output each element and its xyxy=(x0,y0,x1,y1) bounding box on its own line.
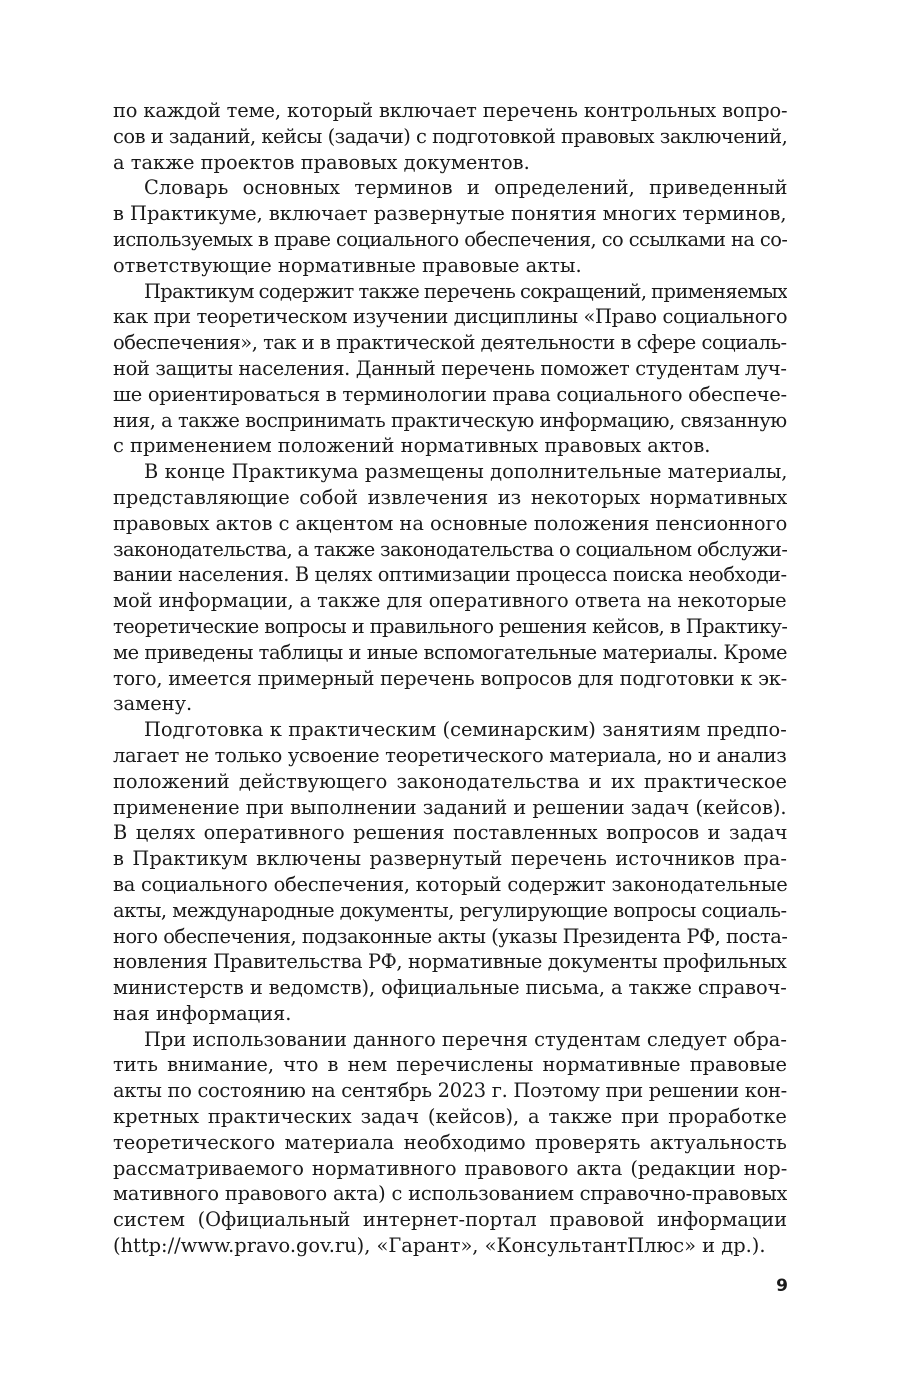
text-line: кретных практических задач (кейсов), а также при проработке xyxy=(113,1105,787,1129)
body-text xyxy=(113,98,787,1259)
text-line: лагает не только усвоение теоретического материала, но и анализ xyxy=(113,743,787,767)
text-line: систем (Официальный интернет-портал правовой информации xyxy=(113,1208,787,1232)
text-line: рассматриваемого нормативного правового акта (редакции нор- xyxy=(113,1156,787,1180)
text-line: представляющие собой извлечения из некоторых нормативных xyxy=(113,485,787,509)
text-line: Подготовка к практическим (семинарским) занятиям предпо- xyxy=(144,718,787,742)
text-line: министерств и ведомств), официальные письма, а также справоч- xyxy=(113,976,787,1000)
text-line: тить внимание, что в нем перечислены нормативные правовые xyxy=(113,1053,787,1077)
text-line: новления Правительства РФ, нормативные документы профильных xyxy=(113,950,787,974)
text-line: положений действующего законодательства и их практическое xyxy=(113,769,787,793)
text-line: В целях оперативного решения поставленных вопросов и задач xyxy=(113,821,787,845)
text-line: в Практикум включены развернутый перечень источников пра- xyxy=(113,847,787,871)
text-line: правовых актов с акцентом на основные положения пенсионного xyxy=(113,511,787,535)
text-line: сов и заданий, кейсы (задачи) с подготовкой правовых заключений, xyxy=(113,124,787,148)
text-line: ва социального обеспечения, который содержит законодательные xyxy=(113,872,787,896)
paragraph xyxy=(113,1027,787,1259)
text-line: ного обеспечения, подзаконные акты (указы Президента РФ, поста- xyxy=(113,924,787,948)
text-line: (http://www.pravo.gov.ru), «Гарант», «КонсультантПлюс» и др.). xyxy=(113,1234,766,1258)
text-line: ше ориентироваться в терминологии права социального обеспече- xyxy=(113,382,787,406)
text-line: теоретического материала необходимо проверять актуальность xyxy=(113,1130,787,1154)
text-line: ния, а также воспринимать практическую информацию, связанную xyxy=(113,408,787,432)
paragraph xyxy=(113,175,787,278)
text-line: акты, международные документы, регулирующие вопросы социаль- xyxy=(113,898,787,922)
paragraph xyxy=(113,717,787,1027)
text-line: ответствующие нормативные правовые акты. xyxy=(113,253,582,277)
text-line: теоретические вопросы и правильного решения кейсов, в Практику- xyxy=(113,614,787,638)
text-line: Практикум содержит также перечень сокращений, применяемых xyxy=(144,279,787,303)
page-number: 9 xyxy=(776,1276,788,1296)
text-line: с применением положений нормативных правовых актов. xyxy=(113,434,711,458)
text-line: При использовании данного перечня студентам следует обра- xyxy=(144,1027,787,1051)
text-line: как при теоретическом изучении дисциплины «Право социального xyxy=(113,305,787,329)
text-line: в Практикуме, включает развернутые понятия многих терминов, xyxy=(113,202,787,226)
text-line: применение при выполнении заданий и решении задач (кейсов). xyxy=(113,795,787,819)
text-line: мой информации, а также для оперативного ответа на некоторые xyxy=(113,589,787,613)
text-line: замену. xyxy=(113,692,193,716)
text-line: по каждой теме, который включает перечень контрольных вопро- xyxy=(113,99,787,122)
text-line: ной защиты населения. Данный перечень поможет студентам луч- xyxy=(113,356,787,380)
text-line: используемых в праве социального обеспечения, со ссылками на со- xyxy=(113,227,787,251)
text-line: мативного правового акта) с использованием справочно-правовых xyxy=(113,1182,787,1206)
paragraph xyxy=(113,459,787,717)
text-line: ме приведены таблицы и иные вспомогательные материалы. Кроме xyxy=(113,640,787,664)
text-line: законодательства, а также законодательства о социальном обслужи- xyxy=(113,537,787,561)
paragraph xyxy=(113,279,787,460)
text-line: Словарь основных терминов и определений, приведенный xyxy=(144,176,787,200)
text-line: В конце Практикума размещены дополнительные материалы, xyxy=(144,460,787,484)
paragraph xyxy=(113,98,787,175)
text-line: вании населения. В целях оптимизации процесса поиска необходи- xyxy=(113,563,787,587)
text-line: а также проектов правовых документов. xyxy=(113,150,530,174)
text-line: акты по состоянию на сентябрь 2023 г. Поэтому при решении кон- xyxy=(113,1079,787,1103)
text-line: обеспечения», так и в практической деятельности в сфере социаль- xyxy=(113,331,787,355)
text-line: ная информация. xyxy=(113,1001,292,1025)
text-line: того, имеется примерный перечень вопросов для подготовки к эк- xyxy=(113,666,787,690)
